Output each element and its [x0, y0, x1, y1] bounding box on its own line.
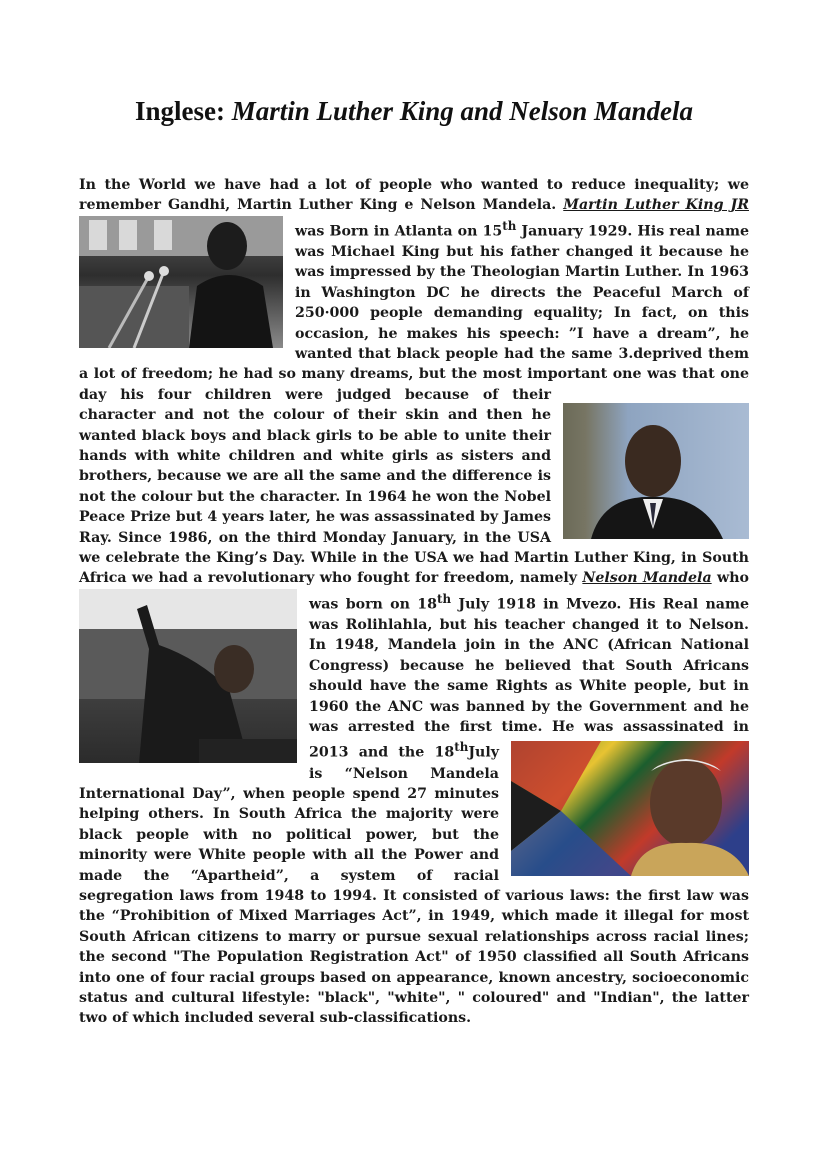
- article: [79, 175, 749, 1029]
- photo-mlk-portrait: [563, 403, 749, 539]
- photo-mandela-flag-graphic: [511, 741, 749, 876]
- mlk-body-text: January 1929. His real name was Michael King but his father changed it because he was impressed by the Theologian Martin Luther. In 1963 in Washington DC he directs the Peaceful March of 250·000 people demanding equality; In fact, on this occasion, he makes his speech: ”I have a dream”, he wanted that black people had the same 3.deprived them a lot of freedom; he had so many dreams, but the most important one was that one day his four children were judged because of their character and not the colour of their skin and then he wanted black boys and black girls to be able to unite their hands with white children and white girls as sisters and brothers, because we are all the same and the difference is not the colour but the character. In 1964 he won the Nobel Peace Prize but 4 years later, he was assassinated by James Ray. Since 1986, on the third Monday January, in the USA we celebrate the King’s Day. While in the USA we had Martin Luther King, in South Africa we had a revolutionary who fought for freedom, namely: [79, 223, 750, 587]
- mandela-name-link: Nelson Mandela: [582, 570, 712, 587]
- page-title: [0, 96, 828, 127]
- mlk-name-link: Martin Luther King JR: [563, 197, 749, 214]
- mandela-body-text-1: July 1918 in Mvezo. His Real name was Rolihlahla, but his teacher changed it to Nelson. In 1948, Mandela join in the ANC (African National Congress) because he believed that South Africans should have the same Rights as White people, but in 1960 the ANC was banned by the Government and he was arrested the first time. He was assassinated in 2013 and the 18: [309, 596, 750, 762]
- title-prefix: Inglese:: [134, 96, 232, 126]
- title-main: Martin Luther King and Nelson Mandela: [231, 96, 694, 126]
- photo-mlk-speech: [79, 216, 283, 348]
- intro-text: In the World we have had a lot of people who wanted to reduce inequality; we remember Gandhi, Martin Luther King e Nelson Mandela.: [79, 177, 749, 214]
- photo-mlk-speech-graphic: [79, 216, 283, 348]
- sup-th: th: [454, 740, 469, 755]
- mandela-body-text-2: July is “Nelson Mandela International Day”, when people spend 27 minutes helping others. In South Africa the majority were black people with no political power, but the minority were White people with all the Power and made the “Apartheid”, a system of racial segregation laws from 1948 to 1994. It consisted of various laws: the first law was the “Prohibition of Mixed Marriages Act”, in 1949, which made it illegal for most South African citizens to marry or pursue sexual relationships across racial lines; the second "The Population Registration Act" of 1950 classified all South Africans into one of four racial groups based on appearance, known ancestry, socioeconomic status and cultural lifestyle: "black", "white", " coloured" and "Indian", the latter two of which included several sub-classifications.: [79, 745, 749, 1027]
- photo-mandela-fist: [79, 589, 297, 763]
- mandela-born-text: who was born on 18: [309, 570, 749, 613]
- sup-th: th: [502, 218, 517, 233]
- photo-mlk-portrait-graphic: [563, 403, 749, 539]
- mlk-born-text: was Born in Atlanta on 15: [295, 223, 503, 240]
- sup-th: th: [437, 591, 452, 606]
- photo-mandela-fist-graphic: [79, 589, 297, 763]
- photo-mandela-flag: [511, 741, 749, 876]
